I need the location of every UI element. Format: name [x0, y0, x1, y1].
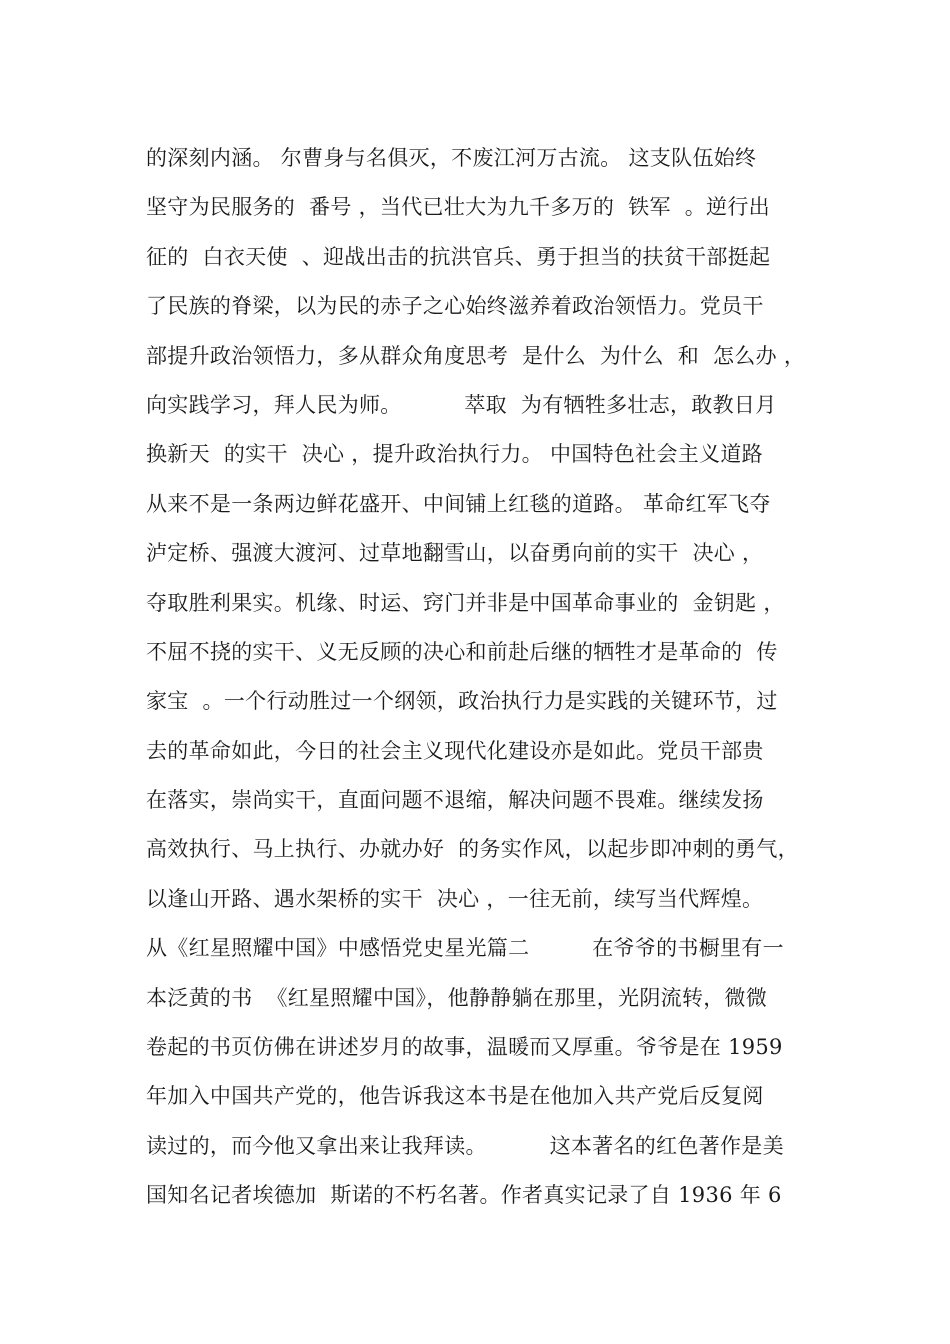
- text-line: 以逢山开路、遇水架桥的实干 决心 ，一往无前，续写当代辉煌。: [146, 886, 764, 911]
- text-line: 部提升政治领悟力，多从群众角度思考 是什么 为什么 和 怎么办 ，: [146, 343, 806, 368]
- text-line: 不屈不挠的实干、义无反顾的决心和前赴后继的牺牲才是革命的 传: [146, 639, 778, 664]
- text-line: 了民族的脊梁，以为民的赤子之心始终滋养着政治领悟力。党员干: [146, 294, 764, 319]
- text-line: 夺取胜利果实。机缘、时运、窍门并非是中国革命事业的 金钥匙 ，: [146, 590, 785, 615]
- text-line: 在落实，崇尚实干，直面问题不退缩，解决问题不畏难。继续发扬: [146, 788, 764, 813]
- text-line: 从来不是一条两边鲜花盛开、中间铺上红毯的道路。 革命红军飞夺: [146, 491, 771, 516]
- text-line: 征的 白衣天使 、迎战出击的抗洪官兵、勇于担当的扶贫干部挺起: [146, 244, 771, 269]
- text-line: 年加入中国共产党的，他告诉我这本书是在他加入共产党后反复阅: [146, 1084, 764, 1109]
- text-line: 去的革命如此，今日的社会主义现代化建设亦是如此。党员干部贵: [146, 738, 764, 763]
- text-line: 换新天 的实干 决心 ，提升政治执行力。 中国特色社会主义道路: [146, 442, 763, 467]
- text-line: 从《红星照耀中国》中感悟党史星光篇二 在爷爷的书橱里有一: [146, 936, 784, 961]
- text-line: 坚守为民服务的 番号 ，当代已壮大为九千多万的 铁军 。逆行出: [146, 195, 770, 220]
- text-line: 向实践学习，拜人民为师。 萃取 为有牺牲多壮志，敢教日月: [146, 392, 777, 417]
- text-line: 卷起的书页仿佛在讲述岁月的故事，温暖而又厚重。爷爷是在 1959: [146, 1035, 783, 1060]
- text-line: 读过的，而今他又拿出来让我拜读。 这本著名的红色著作是美: [146, 1133, 784, 1158]
- text-line: 高效执行、马上执行、办就办好 的务实作风，以起步即冲刺的勇气，: [146, 837, 799, 862]
- text-line: 国知名记者埃德加 斯诺的不朽名著。作者真实记录了自 1936 年 6: [146, 1183, 782, 1208]
- text-line: 家宝 。一个行动胜过一个纲领，政治执行力是实践的关键环节，过: [146, 689, 778, 714]
- text-line: 泸定桥、强渡大渡河、过草地翻雪山，以奋勇向前的实干 决心 ，: [146, 541, 764, 566]
- text-line: 本泛黄的书 《红星照耀中国》，他静静躺在那里，光阴流转，微微: [146, 985, 768, 1010]
- text-line: 的深刻内涵。 尔曹身与名俱灭，不废江河万古流。 这支队伍始终: [146, 146, 757, 170]
- body-text: [146, 134, 826, 1221]
